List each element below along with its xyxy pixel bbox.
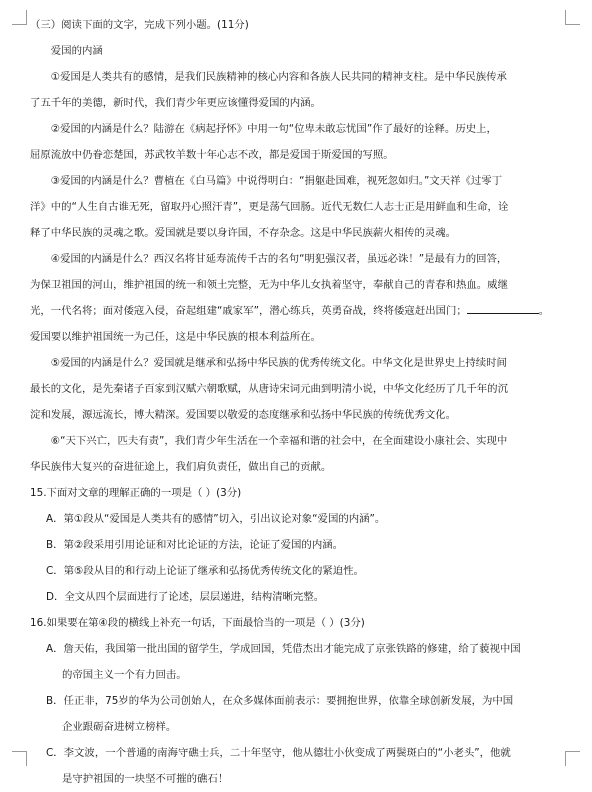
paragraph-3-line-3: 释了中华民族的灵魂之歌。爱国就是要以身许国，不存杂念。这是中华民族薪火相传的灵魂。 bbox=[30, 227, 457, 239]
paragraph-1-line-2: 了五千年的美德，新时代，我们青少年更应该懂得爱国的内涵。 bbox=[30, 97, 321, 109]
paragraph-6-line-1: ⑥“天下兴亡，匹夫有责”，我们青少年生活在一个幸福和谐的社会中，在全面建设小康社会、实现中 bbox=[50, 435, 508, 447]
paragraph-4-line-3-text: 光，一代名将；面对倭寇入侵，奋起组建“戚家军”，潜心练兵，英勇奋战，终将倭寇赶出国门； bbox=[30, 305, 467, 317]
paragraph-4-line-1: ④爱国的内涵是什么？西汉名将甘延寿流传千古的名句“明犯强汉者，虽远必诛！”是最有力的回答， bbox=[50, 253, 508, 265]
question-15-stem: 15.下面对文章的理解正确的一项是（ ）(3分) bbox=[30, 487, 242, 499]
question-15-option-d: D．全文从四个层面进行了论述，层层递进，结构清晰完整。 bbox=[46, 591, 325, 603]
question-15-option-c: C．第⑤段从目的和行动上论证了继承和弘扬优秀传统文化的紧迫性。 bbox=[46, 565, 364, 577]
question-16-stem: 16.如果要在第④段的横线上补充一句话，下面最恰当的一项是（ ）(3分) bbox=[30, 617, 365, 629]
section-header: （三）阅读下面的文字，完成下列小题。(11分) bbox=[30, 19, 249, 31]
question-15-option-b: B．第②段采用引用论证和对比论证的方法，论证了爱国的内涵。 bbox=[46, 539, 343, 551]
paragraph-2-line-2: 屈原流放中仍眷恋楚国，苏武牧羊数十年心志不改，都是爱国于斯爱国的写照。 bbox=[30, 149, 394, 161]
question-16-option-a-line-2: 的帝国主义一个有力回击。 bbox=[62, 669, 187, 681]
paragraph-5-line-2: 最长的文化，是先秦诸子百家到汉赋六朝歌赋，从唐诗宋词元曲到明清小说，中华文化经历了几千年的沉 bbox=[30, 383, 508, 395]
question-16-option-b-line-1: B．任正非，75岁的华为公司创始人，在众多媒体面前表示：要拥抱世界，依靠全球创新发展，为中国 bbox=[46, 695, 514, 707]
paragraph-5-line-3: 淀和发展，源远流长，博大精深。爱国要以敬爱的态度继承和弘扬中华民族的传统优秀文化。 bbox=[30, 409, 457, 421]
paragraph-4-line-2: 为保卫祖国的河山，维护祖国的统一和领土完整，无为中华儿女执着坚守，奉献自己的青春和热血。威继 bbox=[30, 279, 508, 291]
paragraph-2-line-1: ②爱国的内涵是什么？陆游在《病起抒怀》中用一句“位卑未敢忘忧国”作了最好的诠释。历史上， bbox=[50, 123, 497, 135]
question-16-option-c-line-1: C．李文波，一个普通的南海守礁士兵，二十年坚守，他从德壮小伙变成了两鬓斑白的“小老头”，他就 bbox=[46, 747, 511, 759]
paragraph-6-line-2: 华民族伟大复兴的奋进征途上，我们肩负责任，做出自己的贡献。 bbox=[30, 461, 332, 473]
question-16-option-c-line-2: 是守护祖国的一块坚不可摧的礁石！ bbox=[62, 773, 229, 785]
question-15-option-a: A．第①段从“爱国是人类共有的感情”切入，引出议论对象“爱国的内涵”。 bbox=[46, 513, 386, 525]
paragraph-4-line-4: 爱国要以维护祖国统一为己任，这是中华民族的根本利益所在。 bbox=[30, 331, 321, 343]
crop-mark-bottom-right bbox=[565, 751, 580, 766]
answer-blank[interactable] bbox=[467, 303, 539, 314]
paragraph-3-line-2: 洋》中的“人生自古谁无死，留取丹心照汗青”，更是荡气回肠。近代无数仁人志士正是用鲜血和生命，诠 bbox=[30, 201, 509, 213]
paragraph-3-line-1: ③爱国的内涵是什么？曹植在《白马篇》中说得明白：“捐躯赴国难，视死忽如归。”文天祥《过零丁 bbox=[50, 175, 503, 187]
question-16-option-b-line-2: 企业跟砺奋进树立榜样。 bbox=[62, 721, 177, 733]
article-title: 爱国的内涵 bbox=[50, 45, 103, 57]
paragraph-4-line-3 bbox=[30, 298, 558, 324]
crop-mark-top-left bbox=[12, 10, 27, 25]
document-page bbox=[30, 12, 558, 792]
crop-mark-bottom-left bbox=[12, 751, 27, 766]
paragraph-1-line-1: ①爱国是人类共有的感情，是我们民族精神的核心内容和各族人民共同的精神支柱。是中华民族传承 bbox=[50, 71, 507, 83]
question-16-option-a-line-1: A．詹天佑，我国第一批出国的留学生，学成回国，凭借杰出才能完成了京张铁路的修建，给了藐视中国 bbox=[46, 643, 521, 655]
crop-mark-top-right bbox=[565, 10, 580, 25]
paragraph-4-line-3-end: 。 bbox=[538, 305, 550, 317]
paragraph-5-line-1: ⑤爱国的内涵是什么？爱国就是继承和弘扬中华民族的优秀传统文化。中华文化是世界史上持续时间 bbox=[50, 357, 507, 369]
